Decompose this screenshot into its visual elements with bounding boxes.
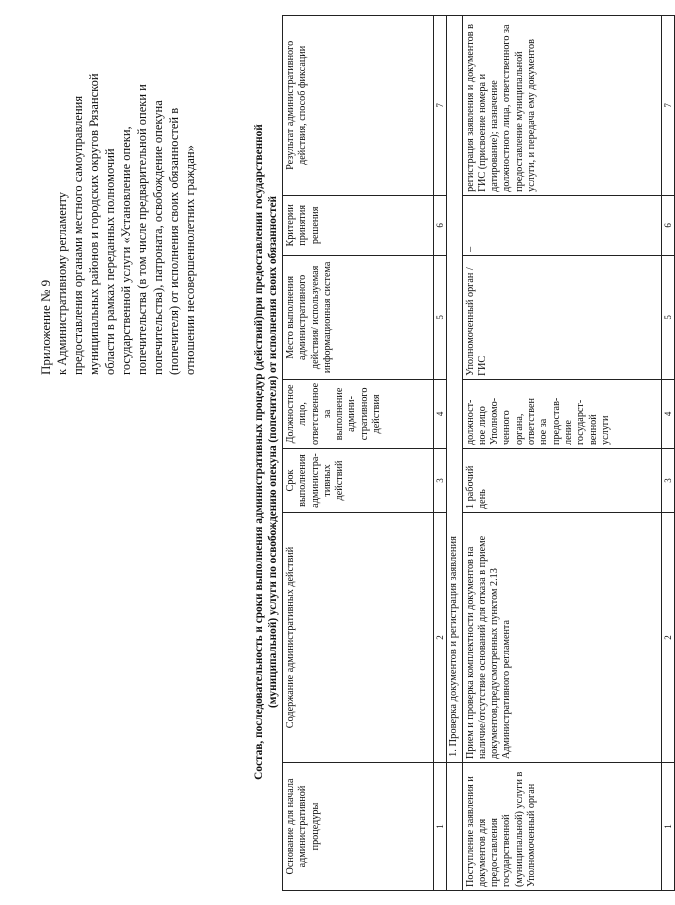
cell-line: ное лицо bbox=[476, 406, 488, 445]
column-number: 1 bbox=[661, 763, 674, 891]
table-row bbox=[462, 15, 661, 890]
column-header: Место выполнения административного действия/ используемая информационная система bbox=[283, 255, 434, 379]
section-row bbox=[447, 15, 462, 890]
column-header: Срок выполнения администра-тивных действий bbox=[283, 449, 434, 513]
column-number-row bbox=[434, 15, 447, 890]
header-line: к Административному регламенту bbox=[55, 191, 69, 375]
header-line: попечительства (в том числе предварительной опеки и bbox=[135, 84, 149, 375]
column-number: 7 bbox=[661, 15, 674, 195]
column-header: Содержание административных действий bbox=[283, 513, 434, 763]
cell-line: государст- bbox=[575, 399, 587, 445]
cell-responsible bbox=[462, 379, 661, 448]
cell-line: ченного bbox=[501, 410, 513, 445]
appendix-number: Приложение № 9 bbox=[38, 279, 53, 375]
footer-number-row bbox=[661, 15, 674, 890]
cell-result: регистрация заявления и документов в ГИС (присвоение номера и датирование); назначение должностного лица, ответственного за предоставление муниципальной услуги, и передача ему документов bbox=[462, 15, 661, 195]
column-header: Критерии принятия решения bbox=[283, 195, 434, 255]
cell-line: Уполномо- bbox=[489, 397, 501, 445]
table-header-row bbox=[283, 15, 434, 890]
cell-line: ответствен bbox=[526, 398, 538, 445]
header-line: отношении несовершеннолетних граждан» bbox=[183, 145, 197, 375]
column-number: 5 bbox=[661, 255, 674, 379]
cell-line: ное за bbox=[538, 418, 550, 445]
section-title: 1. Проверка документов и регистрация заявления bbox=[447, 15, 462, 762]
cell-deadline: 1 рабочий день bbox=[462, 449, 661, 513]
column-number: 6 bbox=[434, 195, 447, 255]
column-number: 1 bbox=[434, 763, 447, 891]
cell-line: ление bbox=[562, 419, 574, 445]
column-header: Должностное лицо, ответственное за выполнение админи-стративного действия bbox=[283, 379, 434, 448]
section-spacer bbox=[447, 763, 462, 891]
column-header: Результат административного действия, способ фиксации bbox=[283, 15, 434, 195]
cell-basis: Поступление заявления и документов для предоставления государственной (муниципальной) услуги в Уполномоченный орган bbox=[462, 763, 661, 891]
procedures-table bbox=[282, 15, 675, 891]
cell-line: предостав- bbox=[550, 397, 562, 445]
header-line: муниципальных районов и городских округов Рязанской bbox=[87, 73, 101, 375]
cell-actions: Прием и проверка комплектности документов на наличие/отсутствие оснований для отказа в приеме документов,предусмотренных пунктом 2.13 Административного регламента bbox=[462, 513, 661, 763]
document-title bbox=[252, 17, 280, 887]
column-number: 4 bbox=[434, 379, 447, 448]
column-number: 4 bbox=[661, 379, 674, 448]
column-number: 3 bbox=[661, 449, 674, 513]
cell-criteria: – bbox=[462, 195, 661, 255]
title-line: Состав, последовательность и сроки выполнения административных процедур (действий)при предоставлении государственной bbox=[253, 124, 265, 780]
column-number: 2 bbox=[434, 513, 447, 763]
header-line: попечительства), патроната, освобождение опекуна bbox=[151, 100, 165, 375]
cell-line: венной услуги bbox=[587, 414, 611, 445]
cell-place: Уполномоченный орган / ГИС bbox=[462, 255, 661, 379]
header-line: государственной услуги «Установление опеки, bbox=[119, 126, 133, 375]
column-number: 7 bbox=[434, 15, 447, 195]
header-line: предоставления органами местного самоуправления bbox=[71, 95, 85, 375]
cell-line: должност- bbox=[464, 399, 476, 445]
cell-line: органа, bbox=[513, 413, 525, 445]
column-number: 6 bbox=[661, 195, 674, 255]
title-line: (муниципальной) услуги по освобождению опекуна (попечителя) от исполнения своих обязанностей bbox=[267, 195, 279, 709]
header-line: области в рамках переданных полномочий bbox=[103, 148, 117, 375]
header-line: (попечителя) от исполнения своих обязанностей в bbox=[167, 107, 181, 375]
column-number: 2 bbox=[661, 513, 674, 763]
column-number: 3 bbox=[434, 449, 447, 513]
column-header: Основание для начала административной процедуры bbox=[283, 763, 434, 891]
column-number: 5 bbox=[434, 255, 447, 379]
appendix-header bbox=[38, 35, 198, 375]
